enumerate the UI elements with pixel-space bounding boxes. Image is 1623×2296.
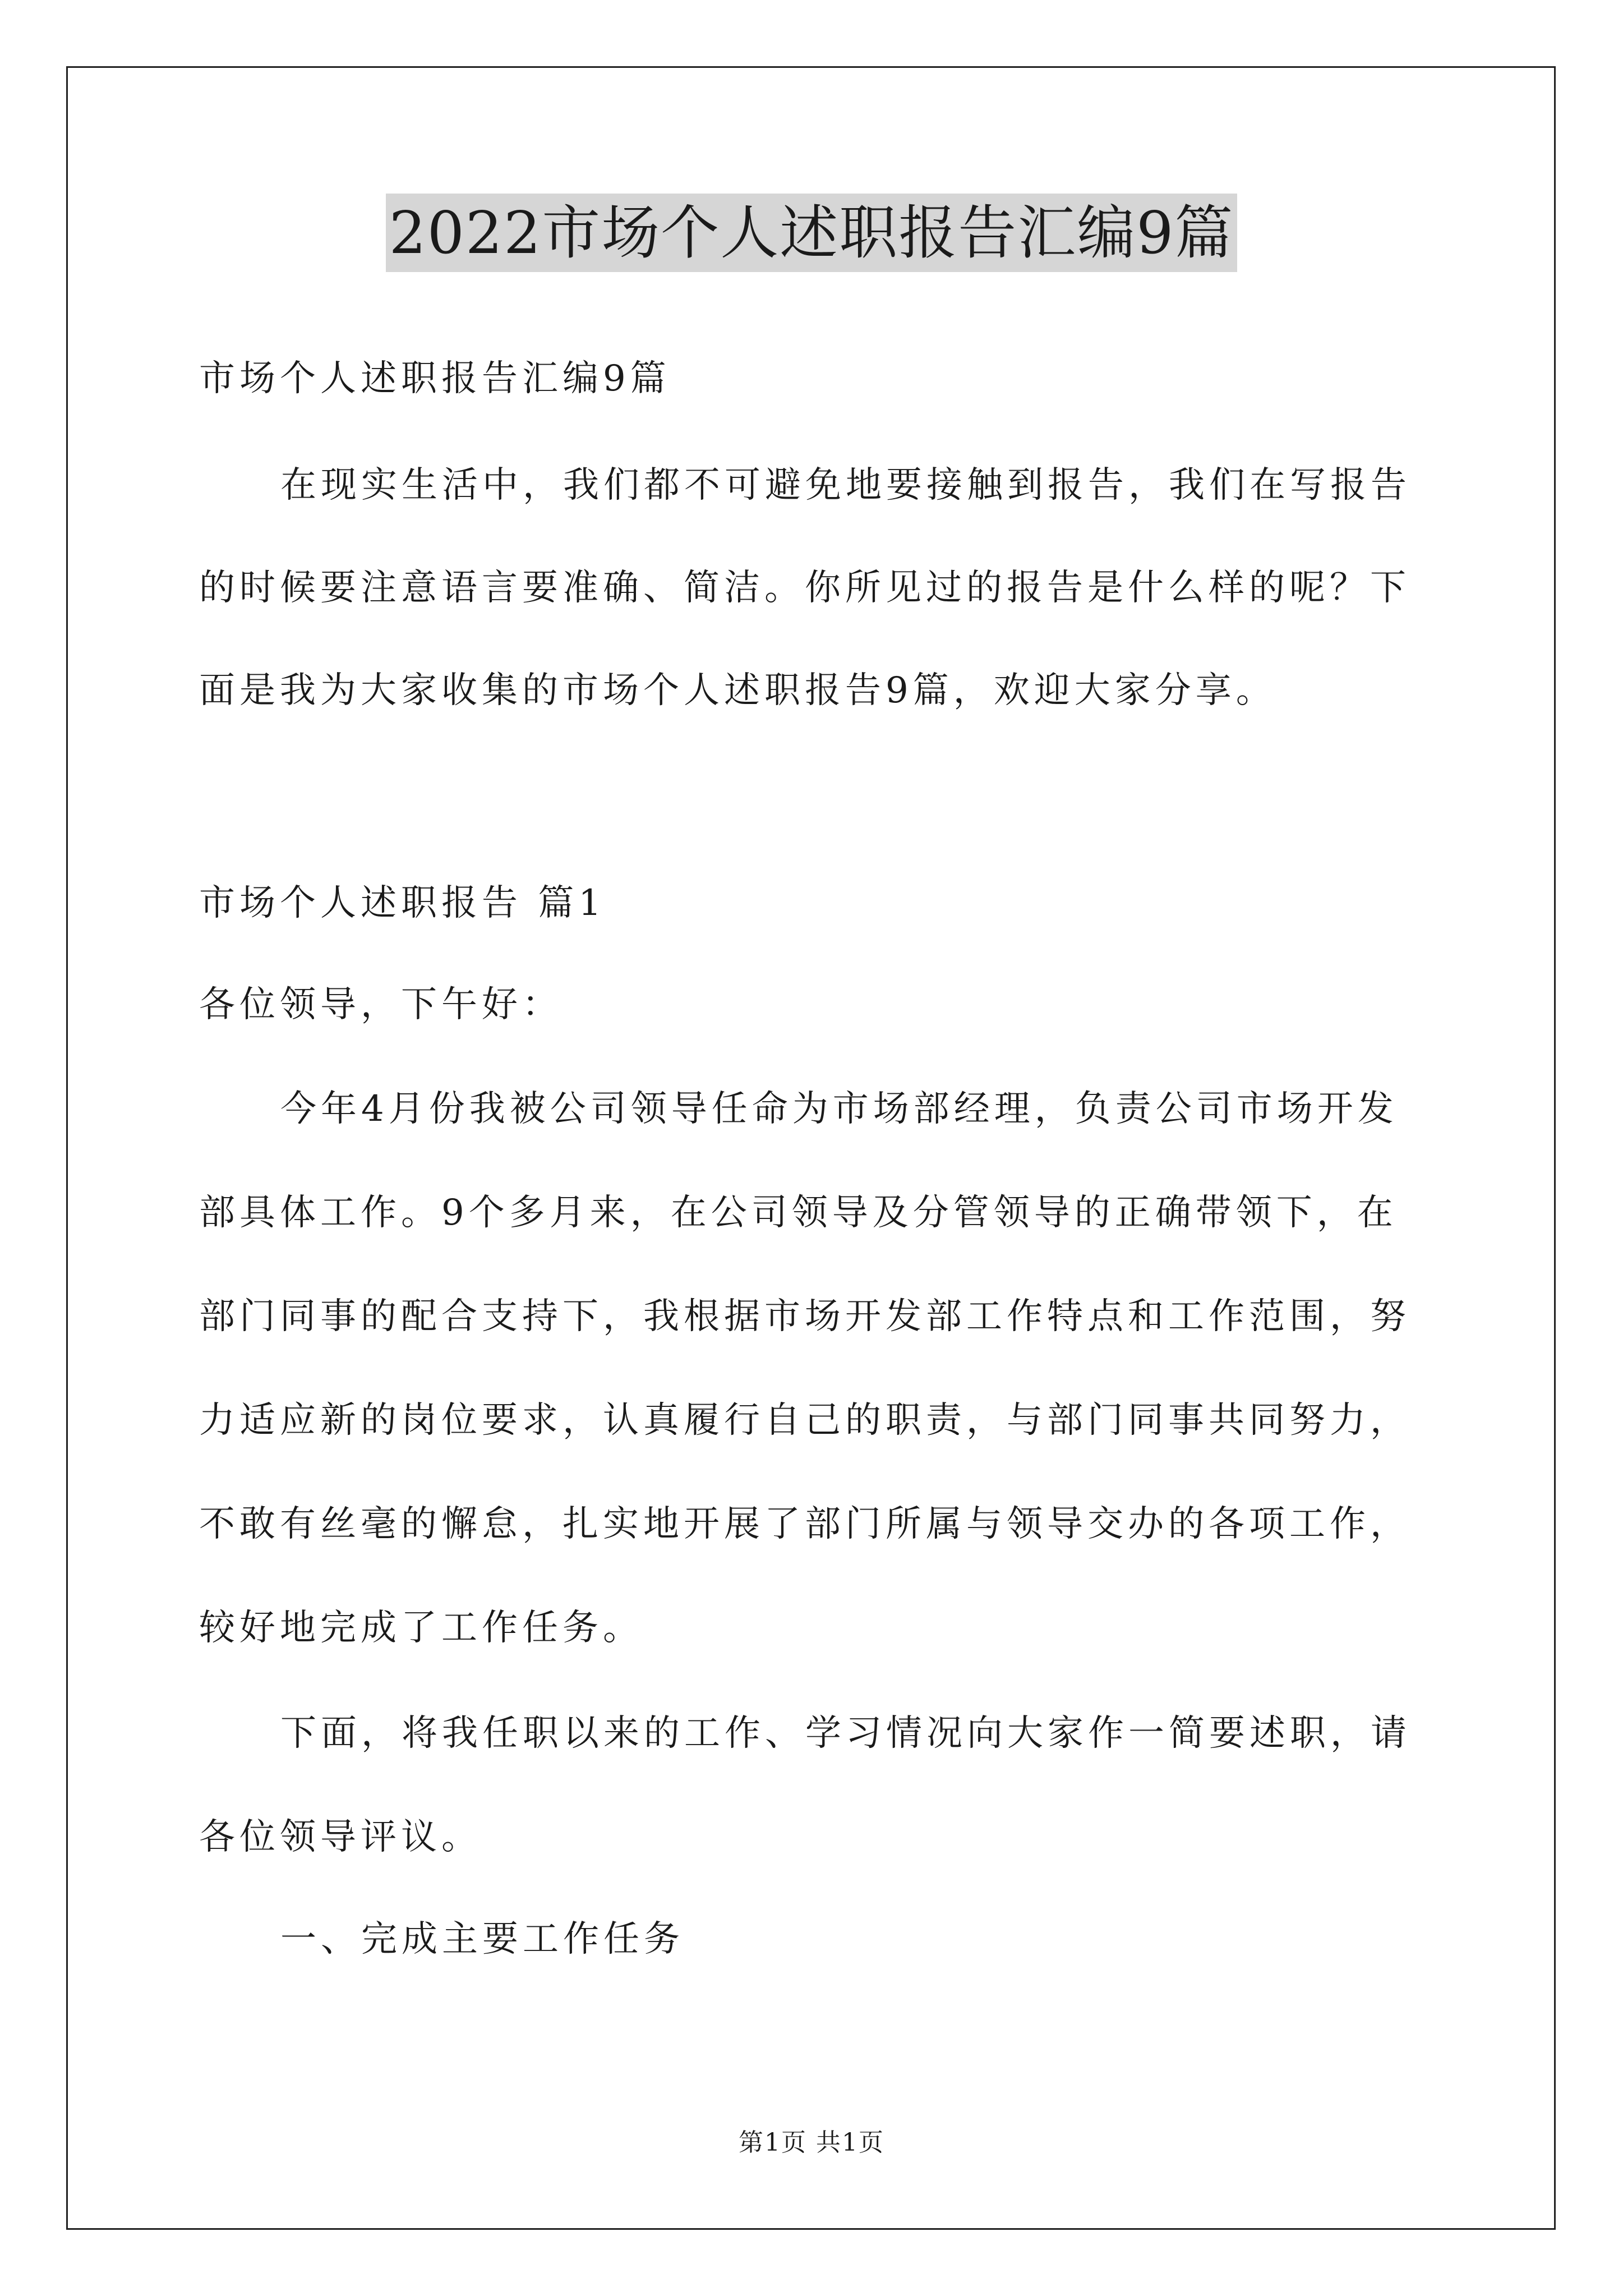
paragraph-line: 力适应新的岗位要求，认真履行自己的职责，与部门同事共同努力， xyxy=(199,1400,1410,1441)
greeting: 各位领导，下午好： xyxy=(199,984,562,1025)
paragraph-line: 部具体工作。9个多月来，在公司领导及分管领导的正确带领下，在 xyxy=(199,1192,1398,1234)
title-area xyxy=(0,194,1623,272)
intro-line: 的时候要注意语言要准确、简洁。你所见过的报告是什么样的呢？下 xyxy=(199,567,1410,609)
paragraph-line: 较好地完成了工作任务。 xyxy=(199,1607,643,1649)
intro-line: 在现实生活中，我们都不可避免地要接触到报告，我们在写报告 xyxy=(280,464,1411,506)
document-subtitle: 市场个人述职报告汇编9篇 xyxy=(199,358,671,399)
list-item-heading: 一、完成主要工作任务 xyxy=(280,1918,684,1960)
paragraph-line: 各位领导评议。 xyxy=(199,1816,482,1858)
paragraph-line: 不敢有丝毫的懈怠，扎实地开展了部门所属与领导交办的各项工作， xyxy=(199,1503,1410,1545)
paragraph-line: 今年4月份我被公司领导任命为市场部经理，负责公司市场开发 xyxy=(280,1088,1398,1130)
paragraph-line: 部门同事的配合支持下，我根据市场开发部工作特点和工作范围，努 xyxy=(199,1296,1410,1337)
paragraph-line: 下面，将我任职以来的工作、学习情况向大家作一简要述职，请 xyxy=(280,1713,1411,1754)
page-footer: 第1页 共1页 xyxy=(739,2128,884,2157)
section-heading: 市场个人述职报告 篇1 xyxy=(199,882,606,924)
document-title: 2022市场个人述职报告汇编9篇 xyxy=(386,194,1238,272)
intro-line: 面是我为大家收集的市场个人述职报告9篇，欢迎大家分享。 xyxy=(199,670,1276,711)
